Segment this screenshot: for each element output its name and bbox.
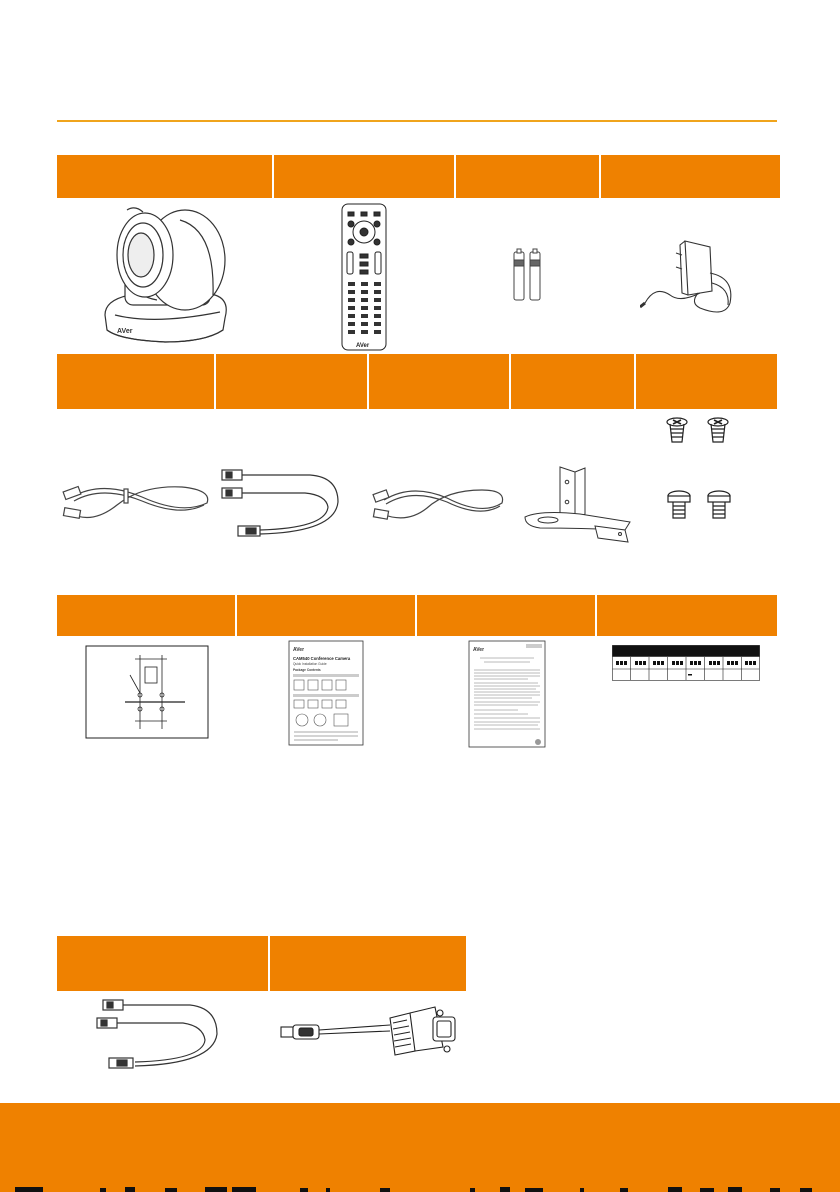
quick-installation-guide-image: [288, 640, 364, 746]
power-adapter-image: [640, 233, 740, 323]
split-cable-image: [220, 462, 350, 542]
header-cell: [57, 595, 235, 636]
header-cell: [636, 354, 777, 409]
header-cell: [597, 595, 777, 636]
header-cell: [57, 354, 214, 409]
mounting-template-image: [85, 645, 209, 739]
hdmi-cable-image: [372, 478, 507, 528]
header-cell: [601, 155, 780, 198]
rs232-cable-image: [275, 1003, 465, 1065]
svg-text:AVer: AVer: [356, 343, 370, 349]
warranty-card-image: [468, 640, 546, 748]
header-cell: [511, 354, 634, 409]
header-cell: [57, 936, 268, 991]
screws-image: [662, 414, 744, 522]
svg-text:Quick Installation Guide: Quick Installation Guide: [293, 662, 327, 666]
header-cell: [456, 155, 599, 198]
camera-image: [95, 200, 235, 350]
header-cell: [274, 155, 454, 198]
header-cell: [237, 595, 415, 636]
svg-text:AVer: AVer: [473, 647, 485, 653]
header-cell: [369, 354, 509, 409]
top-rule: [57, 120, 777, 122]
label-sheet-image: [612, 645, 760, 681]
usb-cable-image: [62, 475, 212, 530]
footer-tick-marks: [0, 1184, 840, 1192]
header-cell: [216, 354, 367, 409]
wall-mount-bracket-image: [520, 462, 635, 544]
svg-text:AVer: AVer: [293, 647, 305, 653]
header-cell: [417, 595, 595, 636]
header-cell: [57, 155, 272, 198]
header-cell: [270, 936, 466, 991]
footer-bar: [0, 1103, 840, 1192]
split-cable-image-2: [95, 996, 225, 1078]
svg-text:Package Contents: Package Contents: [293, 668, 321, 672]
remote-control-image: [340, 202, 390, 354]
batteries-image: [508, 248, 548, 304]
svg-text:AVer: AVer: [117, 328, 133, 335]
svg-text:CAM540 Conference Camera: CAM540 Conference Camera: [293, 656, 351, 661]
